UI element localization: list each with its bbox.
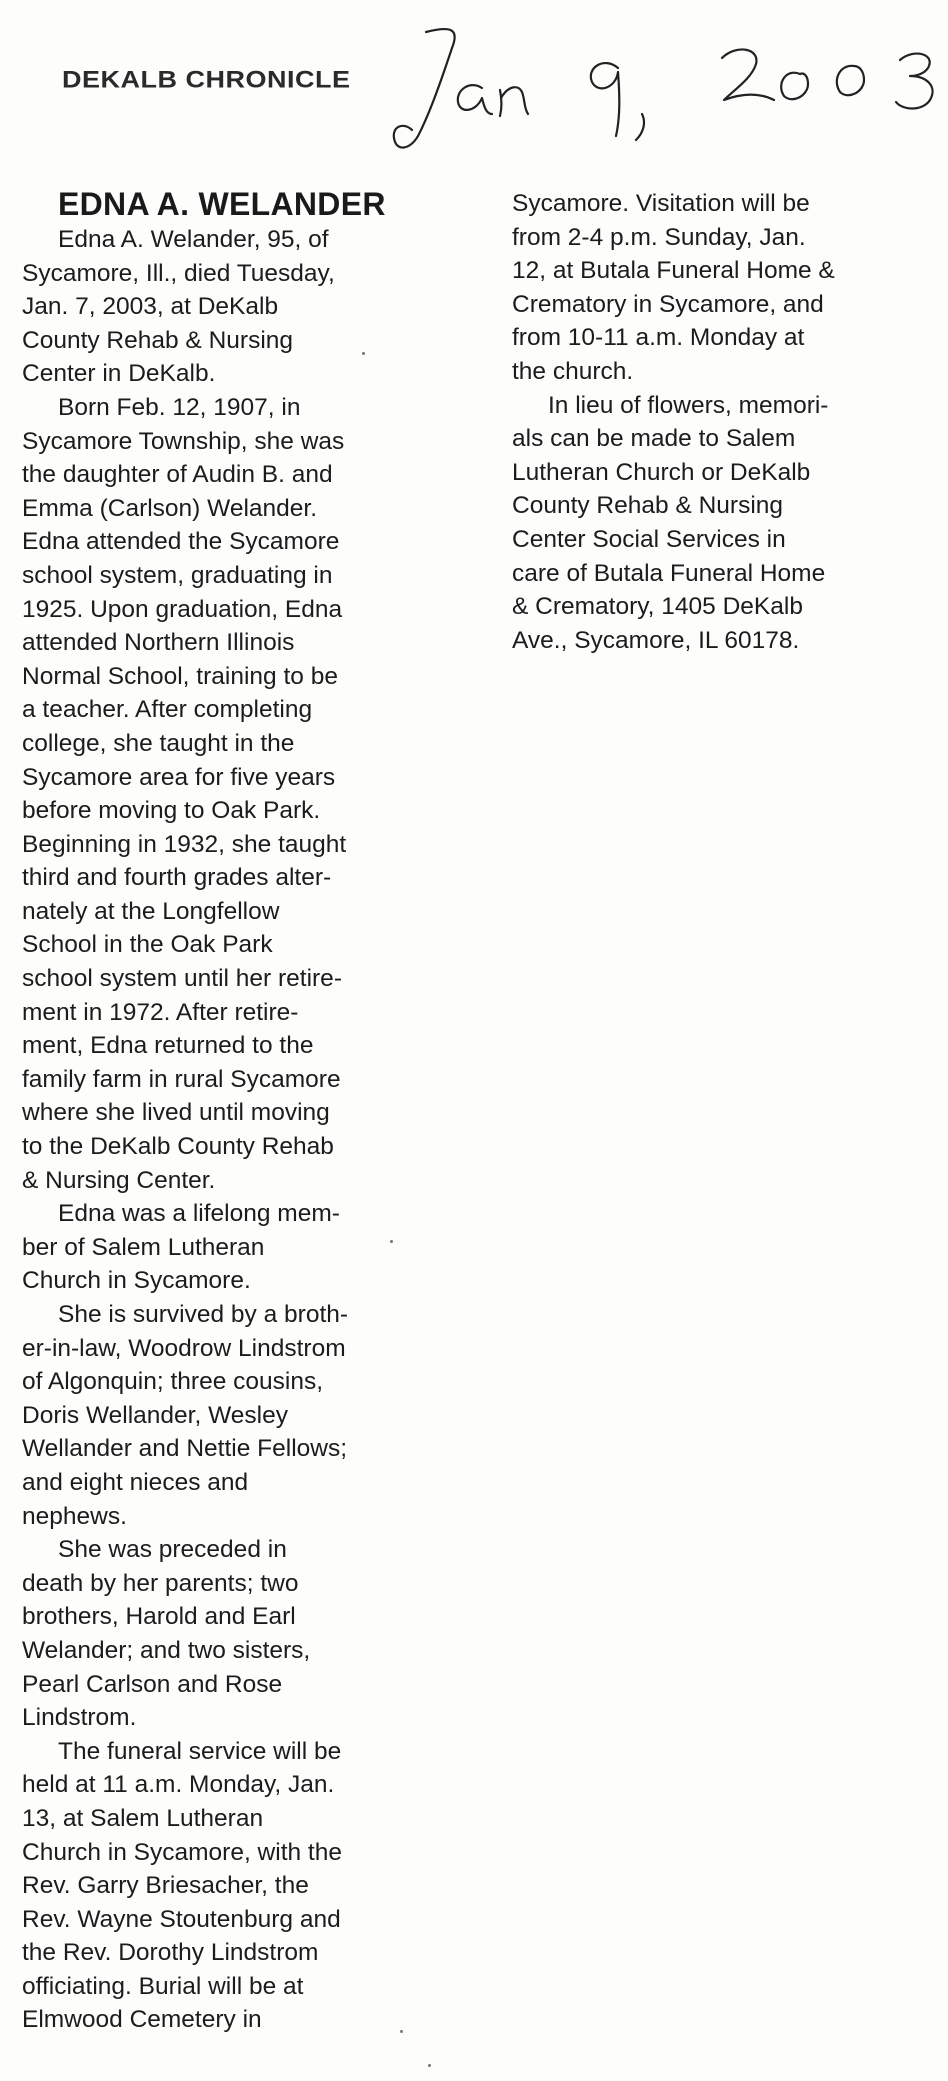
obituary-paragraph: Sycamore. Visitation will be from 2-4 p.m. Sunday, Jan. 12, at Butala Funeral Home & Crematory in Sycamore, and from 10-11 a.m. Monday at the church. xyxy=(512,190,835,385)
obituary-paragraph: The funeral service will be held at 11 a.m. Monday, Jan. 13, at Salem Lutheran Church in Sycamore, with the Rev. Garry Briesacher, the Rev. Wayne Stoutenburg and the Rev. Dorothy Lindstrom officiating. Burial will be at Elmwood Cemetery in xyxy=(22,1737,342,2034)
obituary-paragraph: Edna A. Welander, 95, of Sycamore, Ill., died Tuesday, Jan. 7, 2003, at DeKalb County Rehab & Nursing Center in DeKalb. xyxy=(22,226,335,388)
obituary-paragraph: Born Feb. 12, 1907, in Sycamore Township, she was the daughter of Audin B. and Emma (Carlson) Welander. Edna attended the Sycamore school system, graduating in 1925. Upon graduation, Edna attended Northern Illinois Normal School, training to be a teacher. After completing college, she taught in the Sycamore area for five years before moving to Oak Park. Beginning in 1932, she taught third and fourth grades alter- nately at the Longfellow School in the Oak Park school system until her retire- ment in 1972. After retire- ment, Edna returned to the family farm in rural Sycamore where she lived until moving to the DeKalb County Rehab & Nursing Center. xyxy=(22,393,347,1194)
obituary-paragraph: In lieu of flowers, memori- als can be made to Salem Lutheran Church or DeKalb County Rehab & Nursing Center Social Services in care of Butala Funeral Home & Crematory, 1405 DeKalb Ave., Sycamore, IL 60178. xyxy=(512,391,829,654)
obituary-paragraph: She was preceded in death by her parents; two brothers, Harold and Earl Welander; and two sisters, Pearl Carlson and Rose Lindstrom. xyxy=(22,1536,311,1732)
print-speck xyxy=(390,1240,393,1243)
obituary-paragraph: She is survived by a broth- er-in-law, Woodrow Lindstrom of Algonquin; three cousins, Doris Wellander, Wesley Wellander and Nettie Fellows; and eight nieces and nephews. xyxy=(22,1301,349,1530)
obituary-paragraph: Edna was a lifelong mem- ber of Salem Lutheran Church in Sycamore. xyxy=(22,1200,340,1295)
print-speck xyxy=(428,2064,431,2067)
print-speck xyxy=(400,2030,403,2033)
newspaper-masthead: DEKALB CHRONICLE xyxy=(62,66,351,93)
obituary-headline: EDNA A. WELANDER xyxy=(58,186,386,222)
print-speck xyxy=(362,352,365,355)
obituary-right-column xyxy=(512,187,912,657)
handwritten-date-annotation xyxy=(390,18,948,168)
obituary-left-column xyxy=(22,223,422,2037)
